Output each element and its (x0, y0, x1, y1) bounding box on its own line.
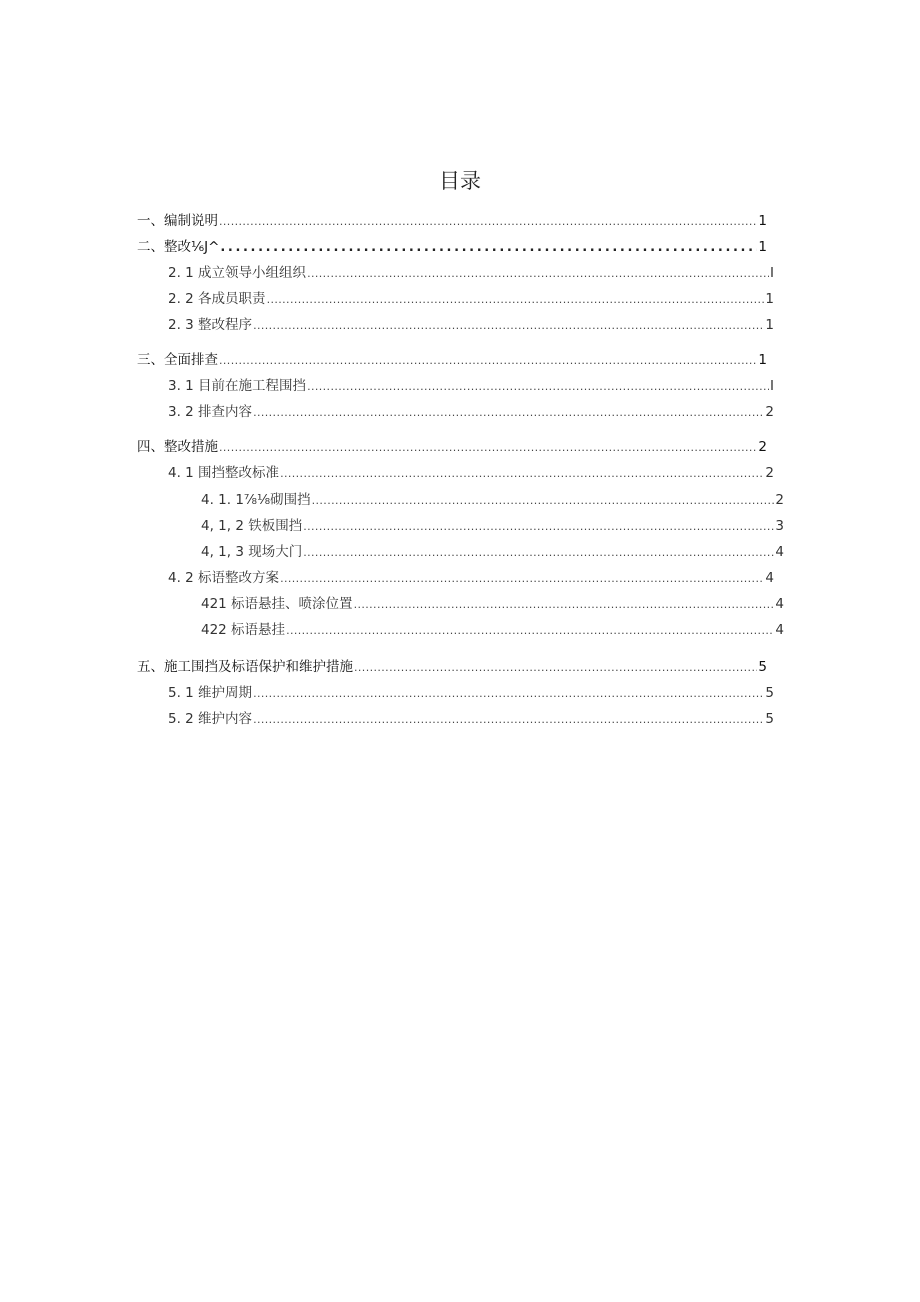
toc-entry-page: 1 (765, 317, 774, 333)
toc-leader (303, 543, 774, 563)
toc-entry-4-2-2[interactable] (201, 620, 784, 640)
toc-entry-3-2[interactable] (168, 402, 774, 422)
toc-entry-text: 4. 1 围挡整改标准 (168, 465, 280, 481)
toc-entry-3[interactable] (137, 350, 767, 370)
toc-leader (253, 684, 764, 704)
toc-leader (219, 212, 757, 232)
toc-entry-text: 二、整改⅙J^ (137, 239, 220, 255)
toc-entry-2[interactable] (137, 237, 767, 257)
toc-entry-page: 5 (765, 685, 774, 701)
toc-leader (354, 658, 757, 678)
toc-entry-page: 1 (765, 291, 774, 307)
toc-entry-2-3[interactable] (168, 315, 774, 335)
toc-leader (286, 621, 774, 641)
toc-leader (253, 710, 764, 730)
toc-leader (354, 595, 775, 615)
toc-entry-text: 2. 1 成立领导小组组织 (168, 265, 307, 281)
toc-leader (307, 377, 769, 397)
toc-entry-page: 4 (775, 622, 784, 638)
toc-entry-page: 2 (775, 492, 784, 508)
toc-entry-4-1-3[interactable] (201, 542, 784, 562)
toc-leader (280, 569, 764, 589)
toc-entry-text: 4. 1. 1⅞⅛砌围挡 (201, 492, 311, 508)
toc-entry-text: 五、施工围挡及标语保护和维护措施 (137, 659, 353, 675)
toc-entry-2-1[interactable] (168, 263, 774, 283)
toc-entry-text: 四、整改措施 (137, 439, 218, 455)
toc-entry-page: 1 (758, 213, 767, 229)
toc-leader (219, 438, 757, 458)
toc-entry-4[interactable] (137, 437, 767, 457)
toc-entry-page: 4 (775, 596, 784, 612)
toc-leader (267, 290, 765, 310)
toc-entry-page: 4 (775, 544, 784, 560)
toc-entry-page: 3 (775, 518, 784, 534)
toc-leader (219, 351, 757, 371)
toc-entry-text: 三、全面排查 (137, 352, 218, 368)
toc-entry-page: 1 (758, 352, 767, 368)
toc-leader (253, 403, 764, 423)
toc-leader (303, 517, 774, 537)
toc-entry-text: 2. 3 整改程序 (168, 317, 253, 333)
toc-entry-1[interactable] (137, 211, 767, 231)
toc-entry-4-2-1[interactable] (201, 594, 784, 614)
toc-entry-page: 1 (758, 239, 767, 255)
toc-entry-page: 4 (765, 570, 774, 586)
toc-entry-4-2[interactable] (168, 568, 774, 588)
toc-entry-5-1[interactable] (168, 683, 774, 703)
toc-entry-4-1-2[interactable] (201, 516, 784, 536)
toc-entry-page: 2 (765, 404, 774, 420)
toc-entry-text: 3. 1 目前在施工程围挡 (168, 378, 307, 394)
toc-entry-5[interactable] (137, 657, 767, 677)
toc-entry-page: I (770, 378, 774, 394)
toc-leader (307, 264, 769, 284)
toc-entry-text: 5. 2 维护内容 (168, 711, 253, 727)
toc-entry-2-2[interactable] (168, 289, 774, 309)
toc-entry-text: 4, 1, 3 现场大门 (201, 544, 303, 560)
toc-entry-page: 2 (758, 439, 767, 455)
toc-leader (312, 491, 775, 511)
toc-leader (220, 238, 757, 258)
page-title: 目录 (439, 169, 481, 193)
toc-entry-4-1[interactable] (168, 463, 774, 483)
toc-entry-text: 421 标语悬挂、喷涂位置 (201, 596, 353, 612)
toc-leader (253, 316, 764, 336)
toc-leader (280, 464, 764, 484)
toc-entry-text: 2. 2 各成员职责 (168, 291, 266, 307)
toc-entry-text: 4, 1, 2 铁板围挡 (201, 518, 303, 534)
toc-entry-5-2[interactable] (168, 709, 774, 729)
toc-entry-page: 5 (758, 659, 767, 675)
toc-entry-text: 一、编制说明 (137, 213, 218, 229)
toc-entry-text: 422 标语悬挂 (201, 622, 286, 638)
toc-entry-text: 5. 1 维护周期 (168, 685, 253, 701)
toc-entry-text: 3. 2 排查内容 (168, 404, 253, 420)
toc-entry-4-1-1[interactable] (201, 490, 784, 510)
toc-entry-text: 4. 2 标语整改方案 (168, 570, 280, 586)
toc-entry-page: 2 (765, 465, 774, 481)
toc-entry-page: 5 (765, 711, 774, 727)
toc-entry-3-1[interactable] (168, 376, 774, 396)
toc-entry-page: I (770, 265, 774, 281)
